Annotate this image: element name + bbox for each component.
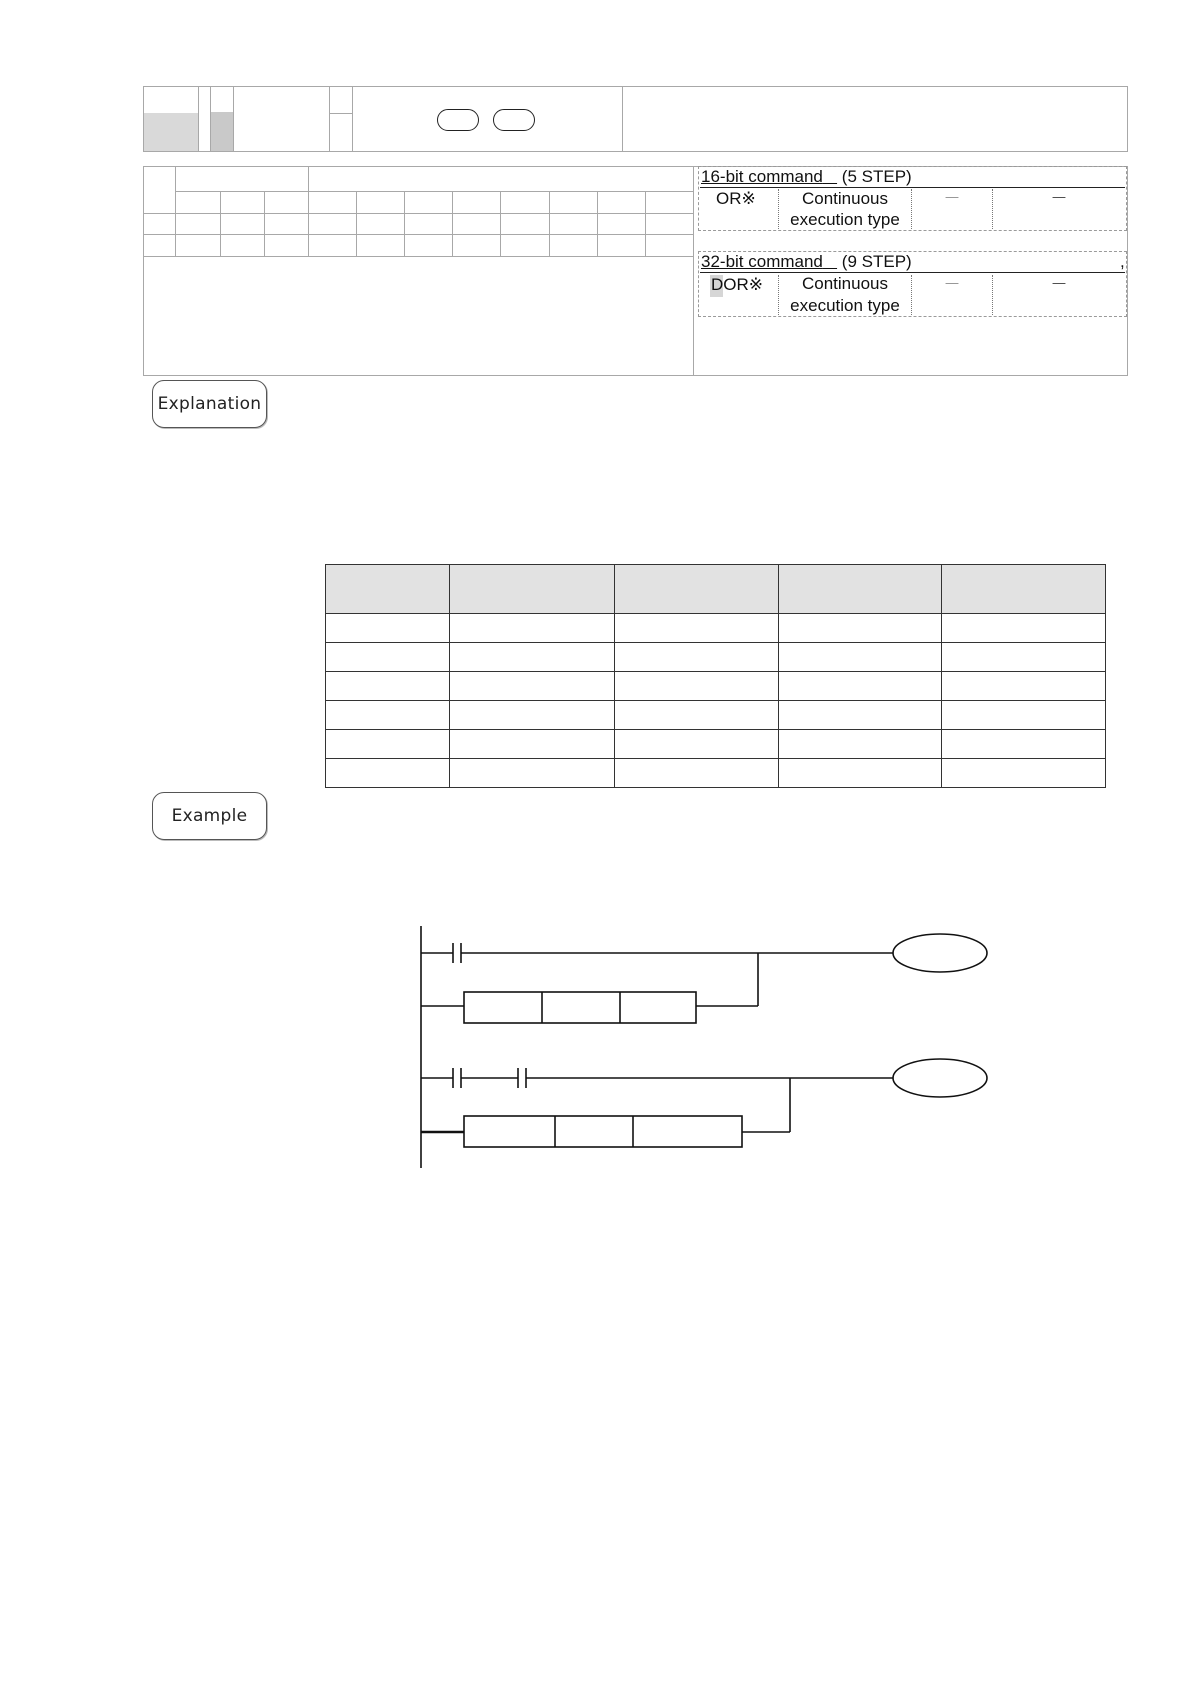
output-coil-icon (893, 934, 987, 972)
command16-type-line1: Continuous (801, 189, 888, 208)
command16-col4: － (1050, 189, 1068, 208)
command32-steps: (9 STEP) (841, 252, 912, 271)
compare-block (464, 1116, 742, 1147)
command32-trailing-mark: , (1120, 252, 1125, 271)
command32-mnemonic: DOR※ (711, 275, 764, 294)
command16-steps: (5 STEP) (841, 167, 912, 186)
command32-col4: － (1050, 275, 1068, 294)
compare-block (464, 992, 696, 1023)
command32-col3: － (943, 275, 961, 294)
explanation-label: Explanation (152, 380, 267, 428)
command32-title: 32-bit command (701, 252, 823, 271)
command16-mnemonic: OR※ (716, 189, 756, 208)
command32-type-line2: execution type (790, 296, 900, 315)
command16-title: 16-bit command (701, 167, 823, 186)
example-label: Example (152, 792, 267, 840)
output-coil-icon (893, 1059, 987, 1097)
command16-type-line2: execution type (790, 210, 900, 229)
command16-col3: － (943, 189, 961, 208)
command32-type-line1: Continuous (801, 274, 888, 293)
